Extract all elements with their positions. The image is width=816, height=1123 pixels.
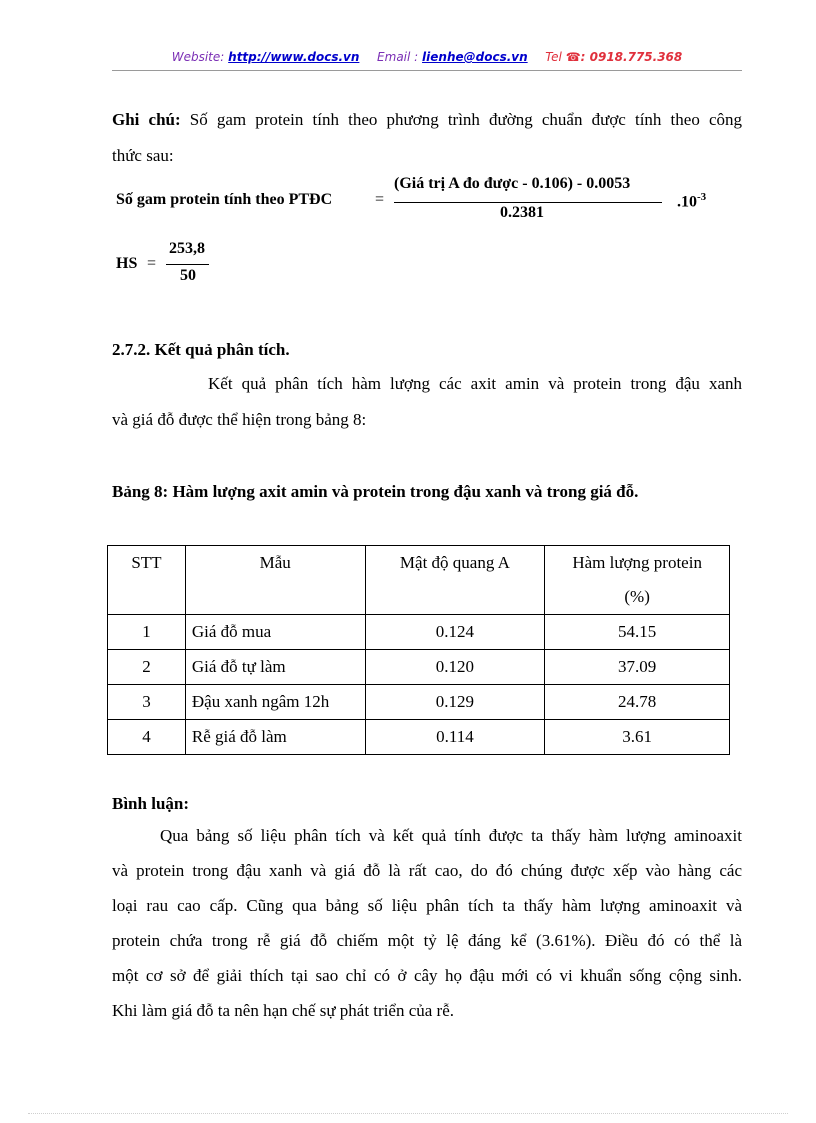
- header-stt: STT: [108, 546, 186, 615]
- comment-line-2: và protein trong đậu xanh và giá đỗ là rất cao, do đó chúng được xếp vào hàng các: [112, 861, 742, 880]
- cell-sample: Rễ giá đỗ làm: [185, 720, 365, 755]
- formula1-lhs: Số gam protein tính theo PTĐC: [116, 191, 333, 208]
- note-line-2: thức sau:: [112, 146, 174, 165]
- website-label: Website:: [171, 50, 225, 64]
- header-divider: [112, 70, 742, 71]
- cell-sample: Giá đỗ mua: [185, 615, 365, 650]
- website-link[interactable]: http://www.docs.vn: [228, 50, 360, 64]
- email-label: Email :: [377, 50, 419, 64]
- comment-title: [112, 786, 742, 822]
- formula2-numerator: 253,8: [169, 240, 205, 257]
- table-header-row: [108, 546, 730, 615]
- formula1-numerator: (Giá trị A đo được - 0.106) - 0.0053: [394, 175, 631, 192]
- cell-absorbance: 0.129: [365, 685, 545, 720]
- phone-icon: ☎: [565, 50, 581, 64]
- comment-line-5: một cơ sở để giải thích tại sao chỉ có ở cây họ đậu mới có vi khuẩn sống cộng sinh.: [112, 966, 742, 985]
- cell-absorbance: 0.124: [365, 615, 545, 650]
- comment-line-4: protein chứa trong rễ giá đỗ chiếm một tỷ lệ đáng kể (3.61%). Điều đó có thể là: [112, 931, 742, 950]
- cell-stt: 2: [108, 650, 186, 685]
- note-text: Số gam protein tính theo phương trình đường chuẩn được tính theo công: [189, 110, 742, 129]
- tel-value: : 0918.775.368: [580, 50, 683, 64]
- header-ham-luong-line1: Hàm lượng protein: [572, 553, 702, 572]
- table-row: [108, 615, 730, 650]
- cell-stt: 1: [108, 615, 186, 650]
- formula2-fraction-bar: [166, 264, 209, 265]
- comment-line-6: Khi làm giá đỗ ta nên hạn chế sự phát triển của rễ.: [112, 1001, 455, 1020]
- table-row: [108, 720, 730, 755]
- email-link[interactable]: lienhe@docs.vn: [422, 50, 528, 64]
- cell-absorbance: 0.114: [365, 720, 545, 755]
- comment-line-3: loại rau cao cấp. Cũng qua bảng số liệu phân tích ta thấy hàm lượng aminoaxit và: [112, 896, 742, 915]
- footer-divider: [28, 1113, 788, 1114]
- cell-protein: 24.78: [545, 685, 730, 720]
- header-ham-luong: [545, 546, 730, 615]
- cell-sample: Giá đỗ tự làm: [185, 650, 365, 685]
- section-title-text: 2.7.2. Kết quả phân tích.: [112, 340, 290, 359]
- formula2-denominator: 50: [180, 267, 196, 284]
- formula1-factor-base: .10: [677, 193, 697, 211]
- cell-protein: 37.09: [545, 650, 730, 685]
- cell-absorbance: 0.120: [365, 650, 545, 685]
- section-paragraph-line-2: và giá đỗ được thể hiện trong bảng 8:: [112, 410, 367, 429]
- formula1-fraction-bar: [394, 202, 662, 203]
- formula1-factor: [677, 191, 706, 211]
- table-caption-text: Bảng 8: Hàm lượng axit amin và protein trong đậu xanh và trong giá đỗ.: [112, 482, 639, 501]
- table-caption: [112, 474, 742, 510]
- cell-protein: 3.61: [545, 720, 730, 755]
- header-ham-luong-unit: (%): [624, 587, 650, 606]
- formula1-equals: =: [375, 191, 385, 208]
- header-mat-do-quang: Mật độ quang A: [365, 546, 545, 615]
- cell-sample: Đậu xanh ngâm 12h: [185, 685, 365, 720]
- cell-stt: 3: [108, 685, 186, 720]
- tel-label: Tel: [545, 50, 562, 64]
- cell-protein: 54.15: [545, 615, 730, 650]
- formula2-equals: =: [147, 255, 157, 272]
- comment-line-1: Qua bảng số liệu phân tích và kết quả tính được ta thấy hàm lượng aminoaxit: [160, 826, 742, 845]
- note-label: Ghi chú:: [112, 110, 181, 129]
- section-paragraph-line-1: Kết quả phân tích hàm lượng các axit amin và protein trong đậu xanh: [208, 374, 742, 393]
- section-title: [112, 332, 742, 368]
- formula1-denominator: 0.2381: [500, 204, 544, 221]
- protein-table: [107, 545, 730, 755]
- page-header: [112, 50, 742, 64]
- table-row: [108, 685, 730, 720]
- formula2-lhs: HS: [116, 255, 138, 272]
- note-line-1: [112, 102, 742, 138]
- cell-stt: 4: [108, 720, 186, 755]
- comment-title-text: Bình luận:: [112, 794, 190, 813]
- header-mau: Mẫu: [185, 546, 365, 615]
- table-row: [108, 650, 730, 685]
- formula1-factor-exponent: -3: [697, 191, 707, 203]
